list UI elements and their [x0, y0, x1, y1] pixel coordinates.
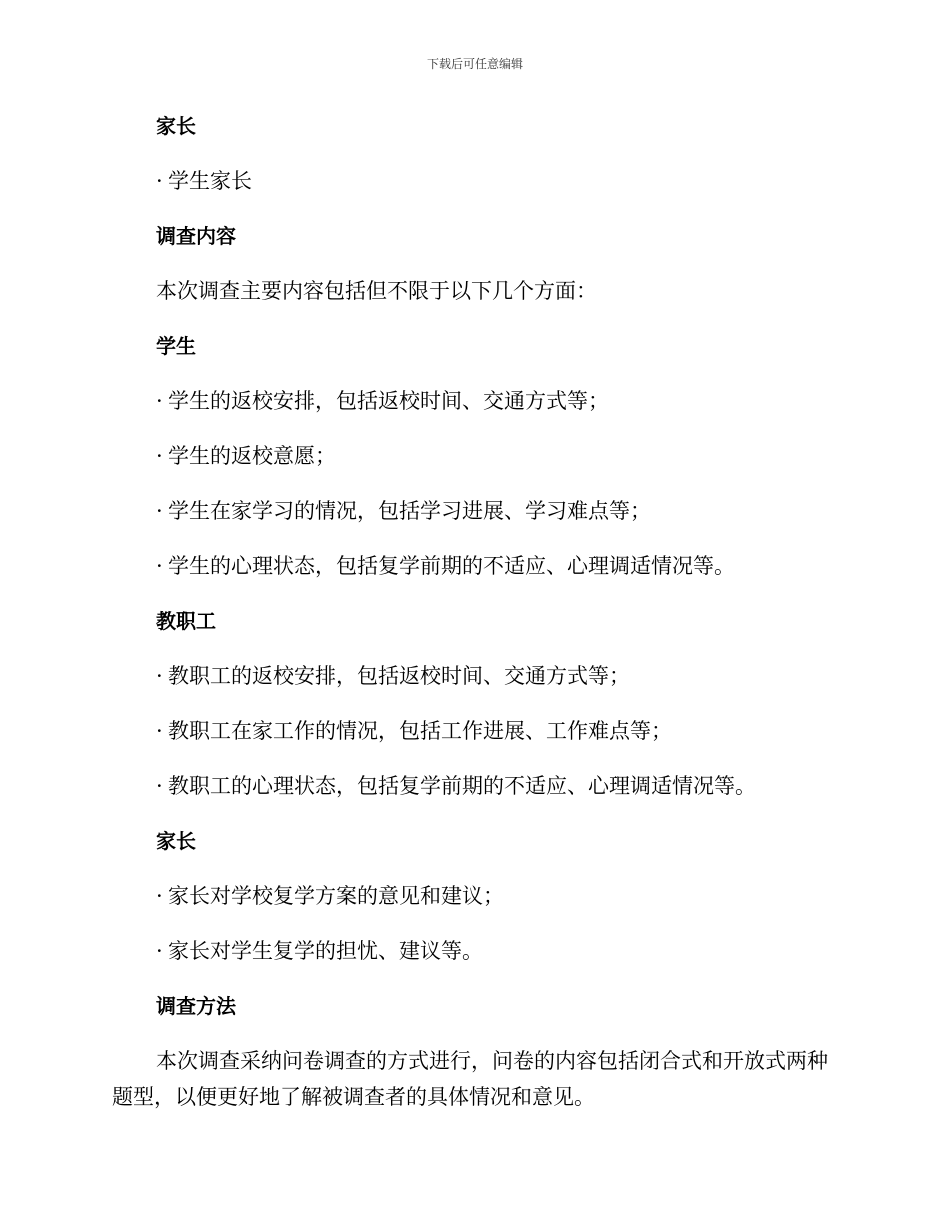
page-header-note: 下载后可任意编辑	[426, 57, 523, 71]
bullet-item	[112, 438, 842, 493]
bullet-text: 教职工的心理状态，包括复学前期的不适应、心理调适情况等。	[168, 774, 756, 798]
bullet-dot: ·	[156, 499, 163, 523]
bullet-dot: ·	[156, 554, 163, 578]
bullet-dot: ·	[156, 664, 163, 688]
bullet-item	[112, 383, 842, 438]
bullet-dot: ·	[156, 884, 163, 908]
bullet-item	[112, 878, 842, 933]
bullet-item	[112, 548, 842, 603]
bullet-text: 学生的心理状态，包括复学前期的不适应、心理调适情况等。	[168, 554, 735, 578]
bullet-text: 学生的返校安排，包括返校时间、交通方式等；	[168, 389, 609, 413]
paragraph: 本次调查主要内容包括但不限于以下几个方面：	[156, 279, 597, 303]
section-heading-survey-content: 调查内容	[156, 224, 236, 248]
section-heading-parents: 家长	[156, 114, 196, 138]
bullet-text: 家长对学校复学方案的意见和建议；	[168, 884, 504, 908]
bullet-item	[112, 713, 842, 768]
bullet-text: 教职工在家工作的情况，包括工作进展、工作难点等；	[168, 719, 672, 743]
section-heading-students: 学生	[156, 334, 196, 358]
bullet-text: 学生在家学习的情况，包括学习进展、学习难点等；	[168, 499, 651, 523]
bullet-text: 学生家长	[168, 169, 252, 193]
bullet-dot: ·	[156, 719, 163, 743]
bullet-text: 学生的返校意愿；	[168, 444, 336, 468]
section-heading-parents-2: 家长	[156, 829, 196, 853]
paragraph-survey-method: 本次调查采纳问卷调查的方式进行，问卷的内容包括闭合式和开放式两种题型，以便更好地了解被调查者的具体情况和意见。	[112, 1049, 828, 1109]
bullet-dot: ·	[156, 169, 163, 193]
section-heading-staff: 教职工	[156, 609, 216, 633]
bullet-item	[112, 163, 842, 218]
bullet-dot: ·	[156, 774, 163, 798]
bullet-text: 教职工的返校安排，包括返校时间、交通方式等；	[168, 664, 630, 688]
bullet-text: 家长对学生复学的担忧、建议等。	[168, 939, 483, 963]
section-heading-survey-method: 调查方法	[156, 994, 236, 1018]
bullet-item	[112, 493, 842, 548]
bullet-dot: ·	[156, 444, 163, 468]
bullet-dot: ·	[156, 389, 163, 413]
bullet-item	[112, 768, 842, 823]
bullet-item	[112, 933, 842, 988]
bullet-dot: ·	[156, 939, 163, 963]
bullet-item	[112, 658, 842, 713]
document-body	[112, 108, 842, 1115]
